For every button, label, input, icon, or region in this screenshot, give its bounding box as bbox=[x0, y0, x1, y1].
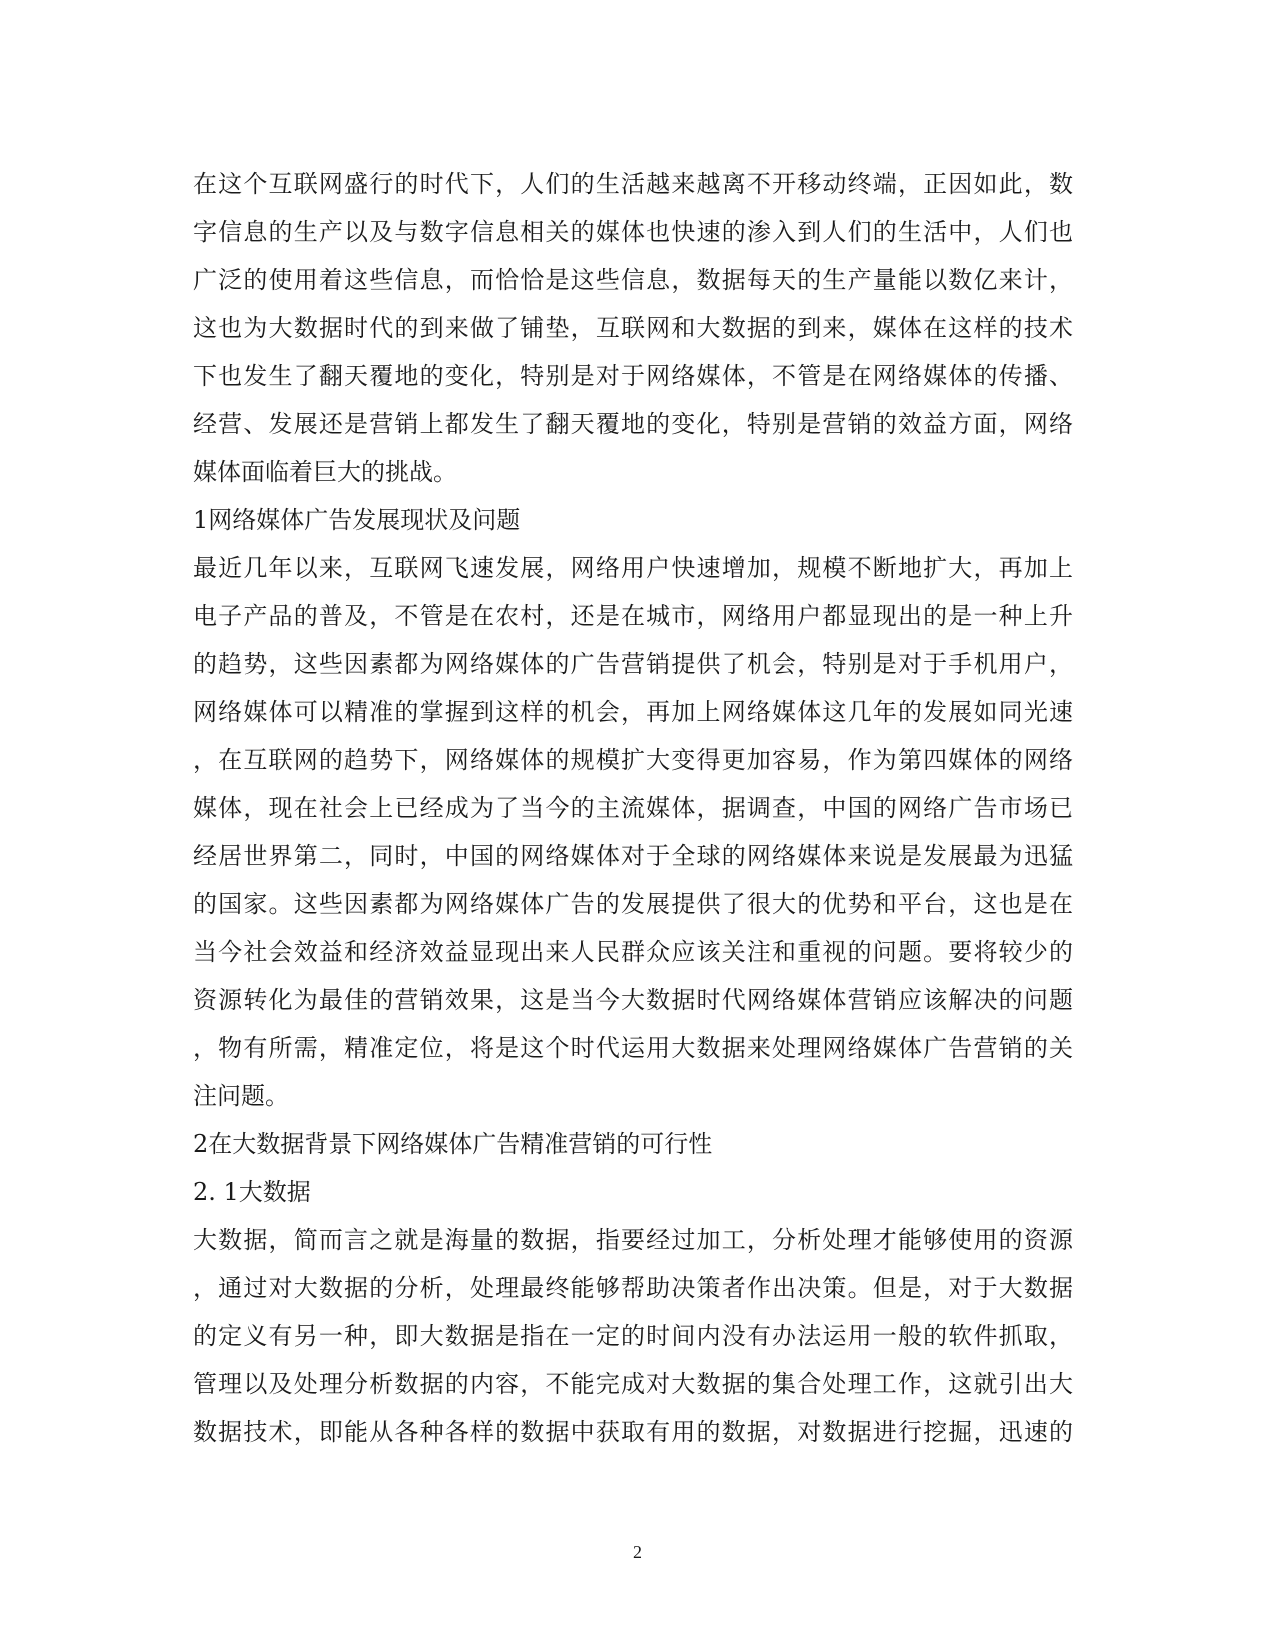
paragraph-section-1 bbox=[193, 544, 1073, 1120]
text-line: 的趋势，这些因素都为网络媒体的广告营销提供了机会，特别是对于手机用户， bbox=[193, 650, 1073, 678]
text-line: ，在互联网的趋势下，网络媒体的规模扩大变得更加容易，作为第四媒体的网络 bbox=[193, 746, 1073, 774]
text-line: 网络媒体可以精准的掌握到这样的机会，再加上网络媒体这几年的发展如同光速 bbox=[193, 698, 1073, 726]
subsection-heading-2-1: 2. 1大数据 bbox=[193, 1178, 311, 1206]
text-line: 在这个互联网盛行的时代下，人们的生活越来越离不开移动终端，正因如此，数 bbox=[193, 170, 1073, 198]
text-line: 注问题。 bbox=[193, 1082, 289, 1110]
section-heading-2: 2在大数据背景下网络媒体广告精准营销的可行性 bbox=[193, 1130, 713, 1158]
text-line: 经营、发展还是营销上都发生了翻天覆地的变化，特别是营销的效益方面，网络 bbox=[193, 410, 1073, 438]
text-line: 大数据，简而言之就是海量的数据，指要经过加工，分析处理才能够使用的资源 bbox=[193, 1226, 1073, 1254]
text-line: 的定义有另一种，即大数据是指在一定的时间内没有办法运用一般的软件抓取， bbox=[193, 1322, 1073, 1350]
text-line: 当今社会效益和经济效益显现出来人民群众应该关注和重视的问题。要将较少的 bbox=[193, 938, 1073, 966]
page-body bbox=[193, 160, 1073, 1456]
paragraph-intro bbox=[193, 160, 1073, 496]
section-heading-1: 1网络媒体广告发展现状及问题 bbox=[193, 506, 521, 534]
text-line: 管理以及处理分析数据的内容，不能完成对大数据的集合处理工作，这就引出大 bbox=[193, 1370, 1073, 1398]
page-number: 2 bbox=[633, 1542, 642, 1562]
text-line: 数据技术，即能从各种各样的数据中获取有用的数据，对数据进行挖掘，迅速的 bbox=[193, 1418, 1073, 1446]
text-line: ，通过对大数据的分析，处理最终能够帮助决策者作出决策。但是，对于大数据 bbox=[193, 1274, 1073, 1302]
text-line: 资源转化为最佳的营销效果，这是当今大数据时代网络媒体营销应该解决的问题 bbox=[193, 986, 1073, 1014]
text-line: 电子产品的普及，不管是在农村，还是在城市，网络用户都显现出的是一种上升 bbox=[193, 602, 1073, 630]
text-line: 经居世界第二，同时，中国的网络媒体对于全球的网络媒体来说是发展最为迅猛 bbox=[193, 842, 1073, 870]
text-line: 字信息的生产以及与数字信息相关的媒体也快速的渗入到人们的生活中，人们也 bbox=[193, 218, 1073, 246]
text-line: 媒体面临着巨大的挑战。 bbox=[193, 458, 457, 486]
text-line: 下也发生了翻天覆地的变化，特别是对于网络媒体，不管是在网络媒体的传播、 bbox=[193, 362, 1073, 390]
text-line: 这也为大数据时代的到来做了铺垫，互联网和大数据的到来，媒体在这样的技术 bbox=[193, 314, 1073, 342]
paragraph-section-2-1 bbox=[193, 1216, 1073, 1456]
text-line: ，物有所需，精准定位，将是这个时代运用大数据来处理网络媒体广告营销的关 bbox=[193, 1034, 1073, 1062]
text-line: 最近几年以来，互联网飞速发展，网络用户快速增加，规模不断地扩大，再加上 bbox=[193, 554, 1073, 582]
text-line: 的国家。这些因素都为网络媒体广告的发展提供了很大的优势和平台，这也是在 bbox=[193, 890, 1073, 918]
text-line: 媒体，现在社会上已经成为了当今的主流媒体，据调查，中国的网络广告市场已 bbox=[193, 794, 1073, 822]
text-line: 广泛的使用着这些信息，而恰恰是这些信息，数据每天的生产量能以数亿来计， bbox=[193, 266, 1073, 294]
